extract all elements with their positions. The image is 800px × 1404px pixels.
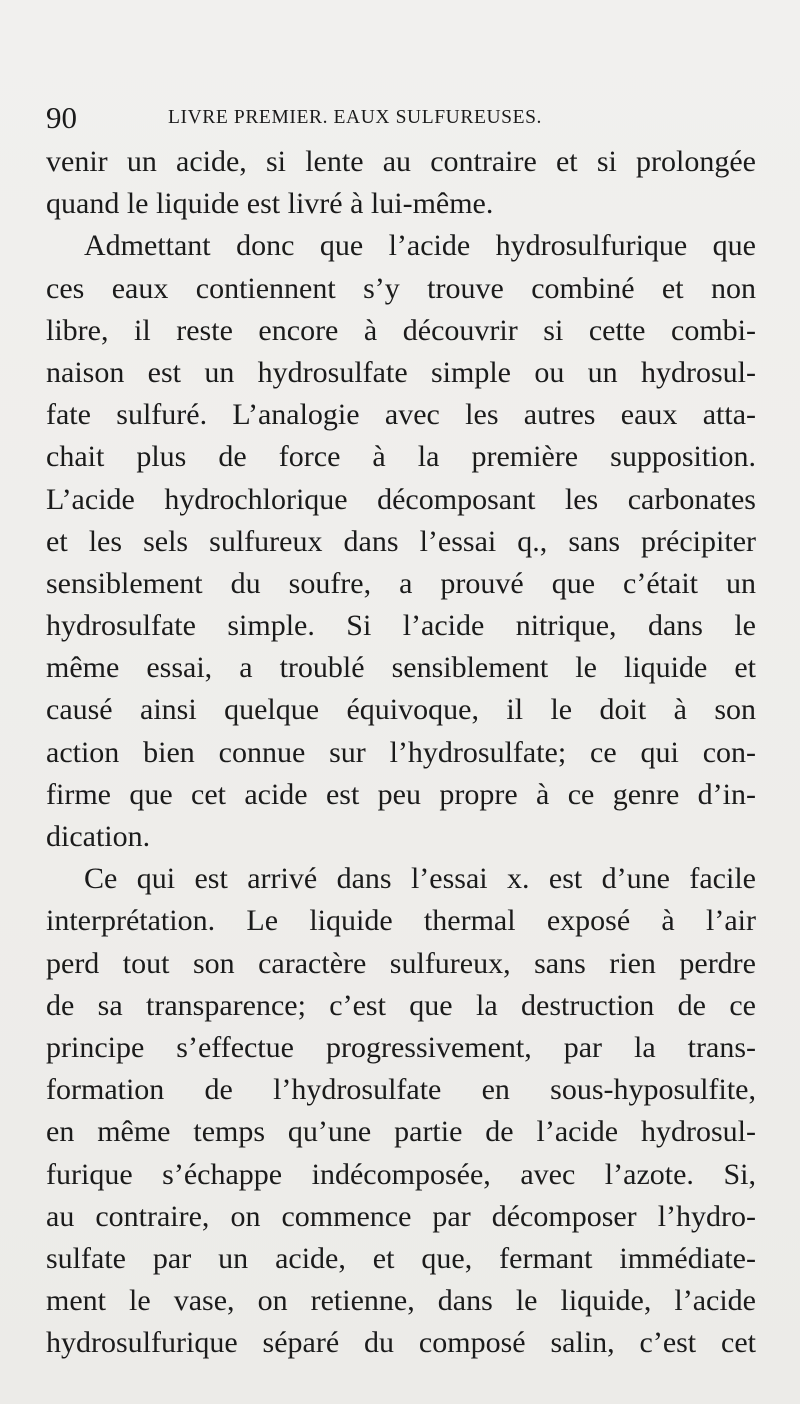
body-text bbox=[46, 141, 756, 1364]
text-line: furique s’échappe indécomposée, avec l’azote. Si, bbox=[46, 1157, 756, 1191]
text-line: ment le vase, on retienne, dans le liquide, l’acide bbox=[46, 1284, 756, 1318]
text-line: libre, il reste encore à découvrir si cette combi- bbox=[46, 313, 756, 347]
text-line: ces eaux contiennent s’y trouve combiné et non bbox=[46, 271, 756, 305]
text-line: de sa transparence; c’est que la destruction de ce bbox=[46, 988, 756, 1022]
text-line: sensiblement du soufre, a prouvé que c’était un bbox=[46, 566, 756, 600]
text-line: fate sulfuré. L’analogie avec les autres eaux atta- bbox=[46, 398, 756, 432]
text-line: perd tout son caractère sulfureux, sans rien perdre bbox=[46, 946, 756, 980]
text-line: Admettant donc que l’acide hydrosulfurique que bbox=[84, 229, 756, 263]
text-line: L’acide hydrochlorique décomposant les carbonates bbox=[46, 482, 756, 516]
text-line: chait plus de force à la première supposition. bbox=[46, 440, 756, 474]
text-line: au contraire, on commence par décomposer l’hydro- bbox=[46, 1199, 756, 1233]
text-line: sulfate par un acide, et que, fermant immédiate- bbox=[46, 1241, 756, 1275]
text-line: formation de l’hydrosulfate en sous-hyposulfite, bbox=[46, 1073, 756, 1107]
text-line: interprétation. Le liquide thermal exposé à l’air bbox=[46, 904, 756, 938]
text-line: venir un acide, si lente au contraire et si prolongée bbox=[46, 145, 756, 178]
text-line: principe s’effectue progressivement, par la trans- bbox=[46, 1030, 756, 1064]
text-line: firme que cet acide est peu propre à ce genre d’in- bbox=[46, 777, 756, 811]
text-line: hydrosulfurique séparé du composé salin, c’est cet bbox=[46, 1326, 756, 1360]
text-line: action bien connue sur l’hydrosulfate; ce qui con- bbox=[46, 735, 756, 769]
text-line: même essai, a troublé sensiblement le liquide et bbox=[46, 651, 756, 685]
page-number: 90 bbox=[46, 100, 77, 135]
text-line: dication. bbox=[46, 820, 151, 853]
text-line: causé ainsi quelque équivoque, il le doit à son bbox=[46, 693, 756, 727]
text-line: Ce qui est arrivé dans l’essai x. est d’une facile bbox=[84, 862, 756, 896]
text-line: naison est un hydrosulfate simple ou un hydrosul- bbox=[46, 355, 756, 389]
text-line: hydrosulfate simple. Si l’acide nitrique, dans le bbox=[46, 609, 756, 643]
page-header bbox=[46, 98, 756, 138]
text-line: quand le liquide est livré à lui-même. bbox=[46, 187, 494, 221]
text-line: en même temps qu’une partie de l’acide hydrosul- bbox=[46, 1115, 756, 1149]
text-line: et les sels sulfureux dans l’essai q., sans précipiter bbox=[46, 524, 756, 558]
running-head: LIVRE PREMIER. EAUX SULFUREUSES. bbox=[168, 107, 543, 128]
